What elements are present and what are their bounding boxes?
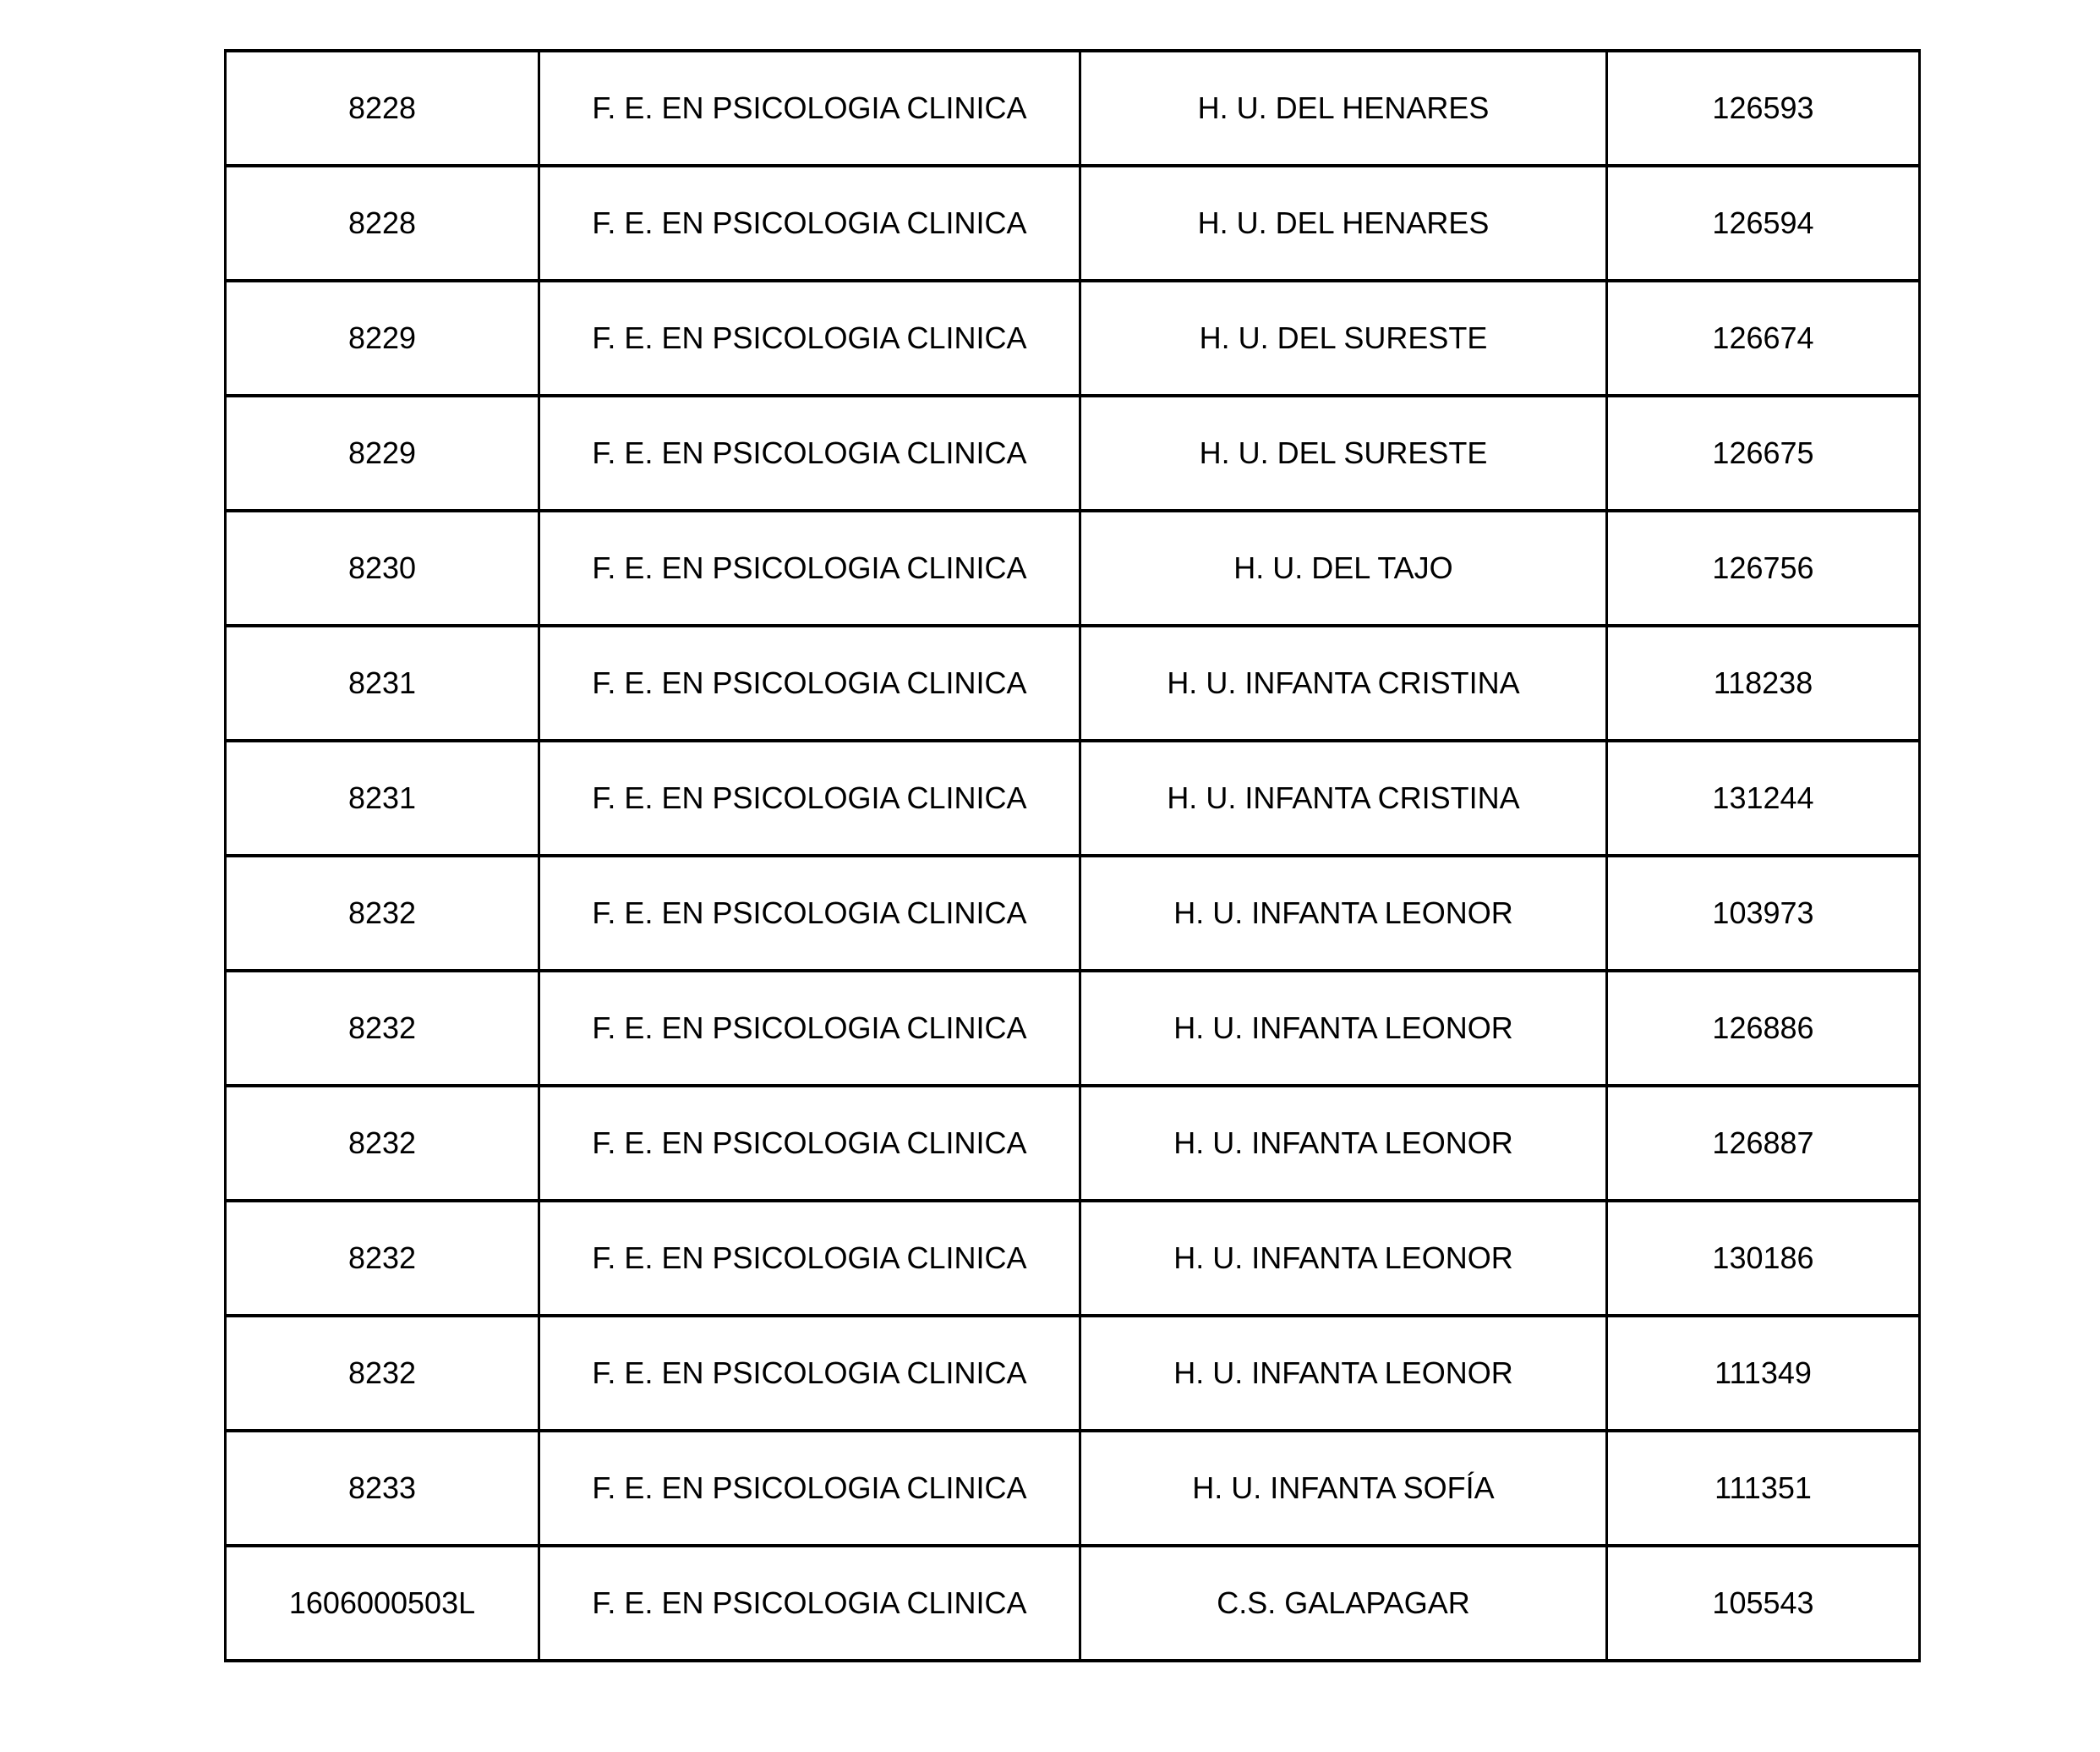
code-cell: 1606000503L — [226, 1546, 539, 1661]
center-cell: H. U. DEL HENARES — [1080, 51, 1607, 166]
table-row — [226, 51, 1920, 166]
table-row — [226, 1086, 1920, 1201]
table-row — [226, 511, 1920, 626]
specialty-cell: F. E. EN PSICOLOGIA CLINICA — [539, 281, 1080, 396]
code-cell: 8230 — [226, 511, 539, 626]
specialty-cell: F. E. EN PSICOLOGIA CLINICA — [539, 1201, 1080, 1316]
code-cell: 8232 — [226, 1086, 539, 1201]
specialty-cell: F. E. EN PSICOLOGIA CLINICA — [539, 511, 1080, 626]
specialty-cell: F. E. EN PSICOLOGIA CLINICA — [539, 741, 1080, 856]
specialty-cell: F. E. EN PSICOLOGIA CLINICA — [539, 396, 1080, 511]
code-cell: 8231 — [226, 741, 539, 856]
number-cell: 130186 — [1607, 1201, 1920, 1316]
table-row — [226, 856, 1920, 971]
specialty-cell: F. E. EN PSICOLOGIA CLINICA — [539, 1086, 1080, 1201]
number-cell: 105543 — [1607, 1546, 1920, 1661]
table-row — [226, 1431, 1920, 1546]
center-cell: H. U. INFANTA LEONOR — [1080, 1316, 1607, 1431]
table-row — [226, 281, 1920, 396]
specialty-cell: F. E. EN PSICOLOGIA CLINICA — [539, 856, 1080, 971]
table-row — [226, 1546, 1920, 1661]
code-cell: 8228 — [226, 51, 539, 166]
table-row — [226, 1316, 1920, 1431]
center-cell: H. U. INFANTA SOFÍA — [1080, 1431, 1607, 1546]
table-row — [226, 166, 1920, 281]
number-cell: 126887 — [1607, 1086, 1920, 1201]
code-cell: 8232 — [226, 856, 539, 971]
code-cell: 8233 — [226, 1431, 539, 1546]
number-cell: 131244 — [1607, 741, 1920, 856]
center-cell: C.S. GALAPAGAR — [1080, 1546, 1607, 1661]
center-cell: H. U. INFANTA LEONOR — [1080, 1086, 1607, 1201]
specialty-cell: F. E. EN PSICOLOGIA CLINICA — [539, 1431, 1080, 1546]
number-cell: 111349 — [1607, 1316, 1920, 1431]
center-cell: H. U. DEL TAJO — [1080, 511, 1607, 626]
table-row — [226, 971, 1920, 1086]
center-cell: H. U. DEL SURESTE — [1080, 396, 1607, 511]
code-cell: 8232 — [226, 971, 539, 1086]
table-row — [226, 396, 1920, 511]
assignments-table — [224, 49, 1921, 1662]
specialty-cell: F. E. EN PSICOLOGIA CLINICA — [539, 971, 1080, 1086]
code-cell: 8229 — [226, 281, 539, 396]
number-cell: 126674 — [1607, 281, 1920, 396]
center-cell: H. U. INFANTA CRISTINA — [1080, 626, 1607, 741]
code-cell: 8229 — [226, 396, 539, 511]
number-cell: 126756 — [1607, 511, 1920, 626]
number-cell: 126675 — [1607, 396, 1920, 511]
number-cell: 126593 — [1607, 51, 1920, 166]
specialty-cell: F. E. EN PSICOLOGIA CLINICA — [539, 626, 1080, 741]
table-row — [226, 741, 1920, 856]
specialty-cell: F. E. EN PSICOLOGIA CLINICA — [539, 1546, 1080, 1661]
code-cell: 8231 — [226, 626, 539, 741]
center-cell: H. U. INFANTA LEONOR — [1080, 971, 1607, 1086]
code-cell: 8232 — [226, 1316, 539, 1431]
specialty-cell: F. E. EN PSICOLOGIA CLINICA — [539, 51, 1080, 166]
number-cell: 103973 — [1607, 856, 1920, 971]
table-row — [226, 1201, 1920, 1316]
specialty-cell: F. E. EN PSICOLOGIA CLINICA — [539, 166, 1080, 281]
number-cell: 126594 — [1607, 166, 1920, 281]
center-cell: H. U. DEL HENARES — [1080, 166, 1607, 281]
center-cell: H. U. INFANTA LEONOR — [1080, 856, 1607, 971]
number-cell: 118238 — [1607, 626, 1920, 741]
center-cell: H. U. INFANTA LEONOR — [1080, 1201, 1607, 1316]
number-cell: 126886 — [1607, 971, 1920, 1086]
specialty-cell: F. E. EN PSICOLOGIA CLINICA — [539, 1316, 1080, 1431]
code-cell: 8228 — [226, 166, 539, 281]
table-row — [226, 626, 1920, 741]
code-cell: 8232 — [226, 1201, 539, 1316]
number-cell: 111351 — [1607, 1431, 1920, 1546]
center-cell: H. U. DEL SURESTE — [1080, 281, 1607, 396]
center-cell: H. U. INFANTA CRISTINA — [1080, 741, 1607, 856]
